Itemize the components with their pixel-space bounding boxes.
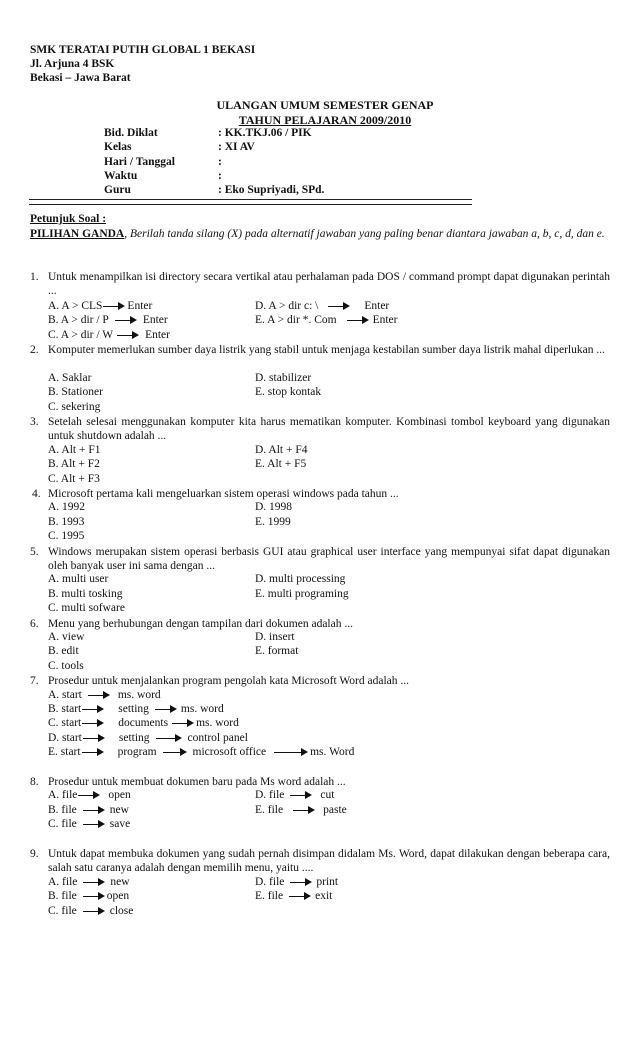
question-number: 9.: [30, 848, 39, 860]
q3-option-d: D. Alt + F4: [255, 444, 308, 456]
question-type: PILIHAN GANDA: [30, 228, 125, 240]
question-text: Komputer memerlukan sumber daya listrik yang stabil untuk menjaga kestabilan sumber daya listrik mahal diperlukan ...: [48, 344, 605, 356]
question-2: [30, 343, 610, 357]
q1-option-b: B. A > dir / P Enter: [48, 314, 168, 326]
question-number: 4.: [32, 488, 41, 500]
q8-option-e: E. file paste: [255, 804, 347, 816]
question-number: 5.: [30, 546, 39, 558]
info-value-hari-tanggal: :: [218, 156, 222, 168]
question-9: [30, 847, 610, 876]
q2-option-a: A. Saklar: [48, 372, 92, 384]
q4-option-e: E. 1999: [255, 516, 291, 528]
question-4: [30, 487, 610, 501]
q1-option-a: A. A > CLS Enter: [48, 300, 153, 312]
arrow-icon: [78, 791, 100, 799]
q5-option-b: B. multi tosking: [48, 588, 123, 600]
q8-option-c: C. file save: [48, 818, 131, 830]
question-7: [30, 674, 610, 688]
q6-option-e: E. format: [255, 645, 299, 657]
arrow-icon: [82, 719, 104, 727]
question-text: Microsoft pertama kali mengeluarkan sistem operasi windows pada tahun ...: [48, 488, 399, 500]
exam-title: ULANGAN UMUM SEMESTER GENAP: [216, 98, 434, 112]
question-text: Prosedur untuk menjalankan program pengolah kata Microsoft Word adalah ...: [48, 675, 410, 687]
q5-option-e: E. multi programing: [255, 588, 349, 600]
info-value-bid-diklat: : KK.TKJ.06 / PIK: [218, 127, 312, 139]
info-label-hari-tanggal: Hari / Tanggal: [104, 156, 175, 168]
info-value-guru: : Eko Supriyadi, SPd.: [218, 184, 325, 196]
q3-option-e: E. Alt + F5: [255, 458, 307, 470]
q4-option-a: A. 1992: [48, 501, 86, 513]
info-value-waktu: :: [218, 170, 222, 182]
question-5: [30, 545, 610, 574]
arrow-icon: [83, 820, 105, 828]
q7-option-e: E. start program microsoft office ms. Word: [48, 746, 355, 758]
q7-option-d: D. start setting control panel: [48, 732, 248, 744]
question-number: 8.: [30, 776, 39, 788]
question-text: Windows merupakan sistem operasi berbasis GUI atau graphical user interface yang mempunyai sifat dapat digunakan oleh banyak user ini sama dengan ...: [48, 546, 610, 573]
arrow-icon: [274, 748, 308, 756]
arrow-icon: [82, 705, 104, 713]
arrow-icon: [290, 878, 312, 886]
question-number: 1.: [30, 271, 39, 283]
instructions-body: , Berilah tanda silang (X) pada alternatif jawaban yang paling benar diantara jawaban a, b, c, d, dan e.: [124, 228, 605, 240]
arrow-icon: [347, 316, 369, 324]
question-6: [30, 617, 610, 631]
arrow-icon: [172, 719, 194, 727]
q6-option-b: B. edit: [48, 645, 79, 657]
q2-option-c: C. sekering: [48, 401, 101, 413]
arrow-icon: [293, 806, 315, 814]
header-divider: [29, 199, 472, 205]
q6-option-c: C. tools: [48, 660, 84, 672]
q4-option-c: C. 1995: [48, 530, 85, 542]
question-text: Untuk dapat membuka dokumen yang sudah pernah disimpan didalam Ms. Word, dapat dilakukan dengan beberapa cara, salah satu caranya adalah dengan memilih menu, yaitu ....: [48, 848, 610, 875]
question-8: [30, 775, 610, 789]
arrow-icon: [290, 791, 312, 799]
q3-option-b: B. Alt + F2: [48, 458, 100, 470]
info-value-kelas: : XI AV: [218, 141, 255, 153]
q9-option-c: C. file close: [48, 905, 134, 917]
question-number: 2.: [30, 344, 39, 356]
arrow-icon: [328, 302, 350, 310]
arrow-icon: [83, 878, 105, 886]
arrow-icon: [83, 892, 105, 900]
arrow-icon: [82, 748, 104, 756]
question-text: Menu yang berhubungan dengan tampilan dari dokumen adalah ...: [48, 618, 353, 630]
q4-option-d: D. 1998: [255, 501, 293, 513]
arrow-icon: [115, 316, 137, 324]
question-number: 6.: [30, 618, 39, 630]
q9-option-b: B. file open: [48, 890, 130, 902]
q9-option-a: A. file new: [48, 876, 130, 888]
q6-option-a: A. view: [48, 631, 85, 643]
q5-option-a: A. multi user: [48, 573, 109, 585]
question-text: Untuk menampilkan isi directory secara vertikal atau perhalaman pada DOS / command prompt dapat digunakan perintah ...: [48, 271, 610, 298]
question-number: 3.: [30, 416, 39, 428]
arrow-icon: [83, 806, 105, 814]
q7-option-c: C. start documents ms. word: [48, 717, 239, 729]
school-address-2: Bekasi – Jawa Barat: [30, 72, 131, 84]
q2-option-d: D. stabilizer: [255, 372, 312, 384]
arrow-icon: [83, 907, 105, 915]
q7-option-b: B. start setting ms. word: [48, 703, 224, 715]
q8-option-d: D. file cut: [255, 789, 335, 801]
q6-option-d: D. insert: [255, 631, 295, 643]
q2-option-e: E. stop kontak: [255, 386, 322, 398]
school-name: SMK TERATAI PUTIH GLOBAL 1 BEKASI: [30, 44, 256, 56]
q1-option-c: C. A > dir / W Enter: [48, 329, 170, 341]
arrow-icon: [289, 892, 311, 900]
arrow-icon: [88, 691, 110, 699]
q9-option-e: E. file exit: [255, 890, 333, 902]
info-label-guru: Guru: [104, 184, 131, 196]
exam-year: TAHUN PELAJARAN 2009/2010: [238, 113, 412, 127]
q1-option-e: E. A > dir *. Com Enter: [255, 314, 398, 326]
school-address-1: Jl. Arjuna 4 BSK: [30, 58, 115, 70]
q8-option-a: A. file open: [48, 789, 131, 801]
info-label-kelas: Kelas: [104, 141, 132, 153]
q5-option-d: D. multi processing: [255, 573, 346, 585]
instructions-heading: Petunjuk Soal :: [30, 213, 107, 225]
q3-option-c: C. Alt + F3: [48, 473, 100, 485]
info-label-bid-diklat: Bid. Diklat: [104, 127, 158, 139]
info-label-waktu: Waktu: [104, 170, 138, 182]
question-number: 7.: [30, 675, 39, 687]
arrow-icon: [83, 734, 105, 742]
question-text: Prosedur untuk membuat dokumen baru pada Ms word adalah ...: [48, 776, 346, 788]
arrow-icon: [117, 331, 139, 339]
q7-option-a: A. start ms. word: [48, 689, 161, 701]
q3-option-a: A. Alt + F1: [48, 444, 101, 456]
arrow-icon: [163, 748, 187, 756]
arrow-icon: [155, 705, 177, 713]
question-3: [30, 415, 610, 444]
q9-option-d: D. file print: [255, 876, 339, 888]
q2-option-b: B. Stationer: [48, 386, 103, 398]
arrow-icon: [156, 734, 182, 742]
q4-option-b: B. 1993: [48, 516, 85, 528]
question-text: Setelah selesai menggunakan komputer kita harus mematikan komputer. Kombinasi tombol keyboard yang digunakan untuk shutdown adalah ...: [48, 416, 610, 443]
q1-option-d: D. A > dir c: \ Enter: [255, 300, 390, 312]
q8-option-b: B. file new: [48, 804, 129, 816]
arrow-icon: [103, 302, 125, 310]
instructions-text: [30, 227, 610, 242]
question-1: [30, 270, 610, 299]
q5-option-c: C. multi sofware: [48, 602, 125, 614]
